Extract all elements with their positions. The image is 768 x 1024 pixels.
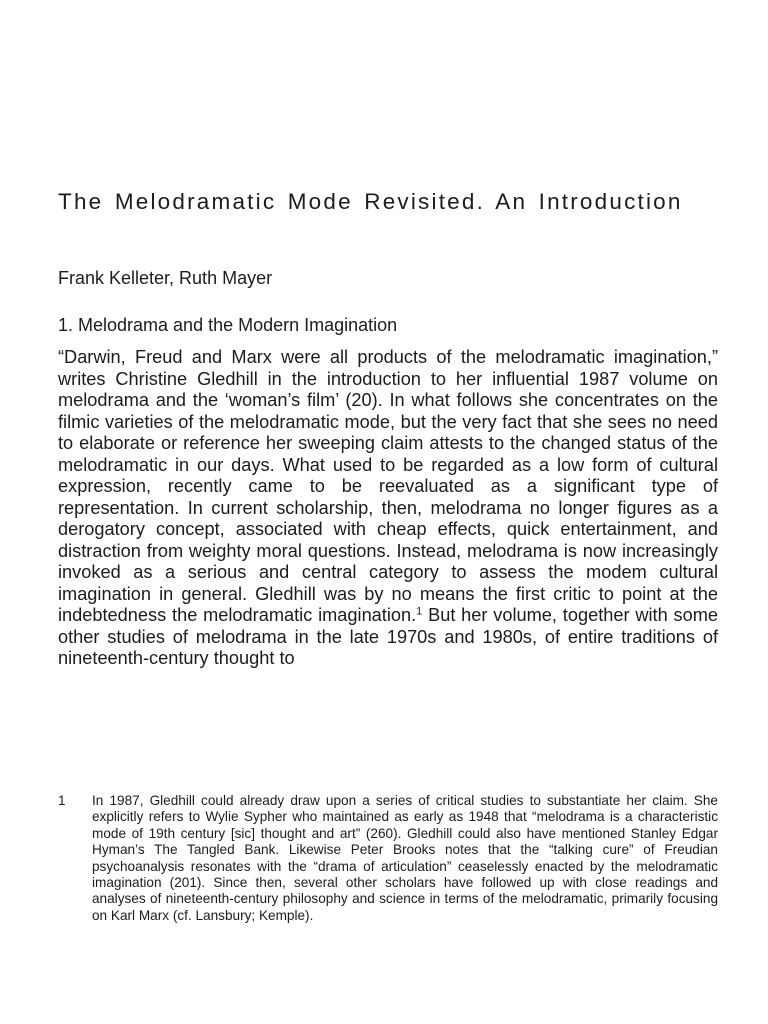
author-line: Frank Kelleter, Ruth Mayer xyxy=(58,268,273,288)
footnote xyxy=(58,793,718,924)
section-heading: 1. Melodrama and the Modern Imagination xyxy=(58,315,398,335)
footnote-reference[interactable]: 1 xyxy=(416,605,423,618)
footnote-number: 1 xyxy=(58,793,66,808)
body-text-part-1: “Darwin, Freud and Marx were all products of the melodramatic imagination,” writes Christine Gledhill in the introduction to her influential 1987 volume on melodrama and the ‘woman’s film’ (20). In what follows she concentrates on the filmic varieties of the melodramatic mode, but the very fact that she sees no need to elaborate or reference her sweeping claim attests to the changed status of the melodramatic in our days. What used to be regarded as a low form of cultural expression, recently came to be reevaluated as a significant type of representation. In current scholarship, then, melodrama no longer figures as a derogatory concept, associated with cheap effects, quick entertainment, and distraction from weighty moral questions. Instead, melodrama is now increasingly invoked as a serious and central category to assess the modem cultural imagination in general. Gledhill was by no means the first critic to point at the indebtedness the melodramatic imagination. xyxy=(58,347,718,625)
document-title: The Melodramatic Mode Revisited. An Introduction xyxy=(58,189,683,214)
footnote-text: In 1987, Gledhill could already draw upon a series of critical studies to substantiate her claim. She explicitly refers to Wylie Sypher who maintained as early as 1948 that “melodrama is a characteristic mode of 19th century [sic] thought and art” (260). Gledhill could also have mentioned Stanley Edgar Hyman’s The Tangled Bank. Likewise Peter Brooks notes that the “talking cure” of Freudian psychoanalysis resonates with the “drama of articulation” ceaselessly enacted by the melodramatic imagination (201). Since then, several other scholars have followed up with close readings and analyses of nineteenth-century philosophy and science in terms of the melodramatic, primarily focusing on Karl Marx (cf. Lansbury; Kemple). xyxy=(92,793,718,923)
body-paragraph xyxy=(58,347,718,670)
body-text-part-2: But her volume, together with some other studies of melodrama in the late 1970s and 1980s, of entire traditions of nineteenth-century thought to xyxy=(58,605,718,668)
